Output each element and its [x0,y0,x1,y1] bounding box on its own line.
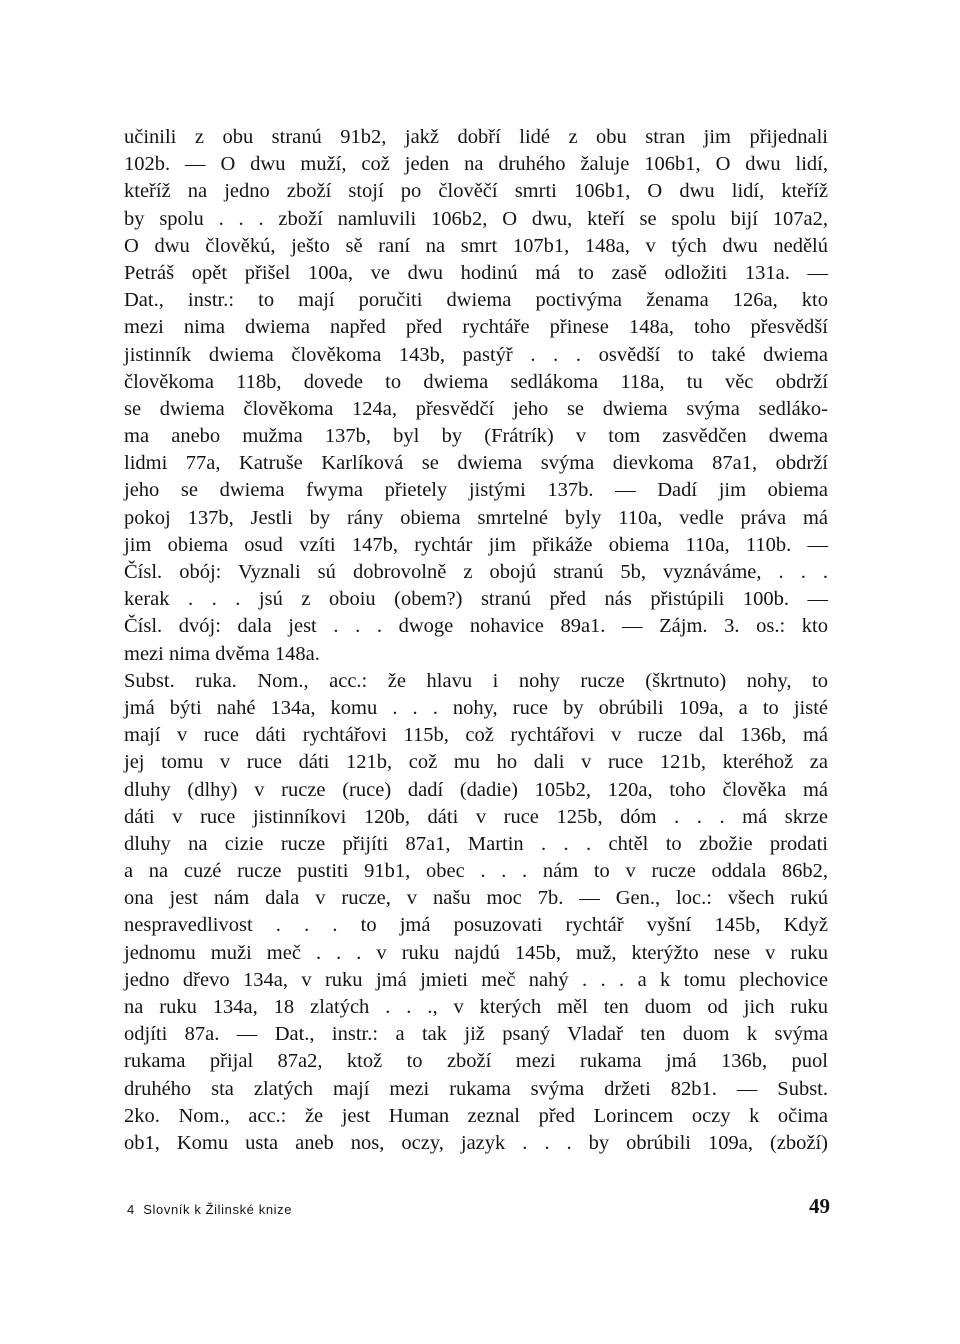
text-line: mezi nima dwiema napřed před rychtáře přinese 148a, toho přesvědší [124,316,828,339]
text-line: jim obiema osud vzíti 147b, rychtár jim přikáže obiema 110a, 110b. — [124,533,828,556]
text-line: ona jest nám dala v rucze, v našu moc 7b. — Gen., loc.: všech rukú [124,887,828,910]
text-line: dluhy na cizie rucze přijíti 87a1, Martin . . . chtěl to zbožie prodati [124,832,828,855]
text-line: Dat., instr.: to mají poručiti dwiema poctivýma ženama 126a, kto [124,289,828,312]
text-line: mají v ruce dáti rychtářovi 115b, což rychtářovi v rucze dal 136b, má [124,724,828,747]
text-line: jednomu muži meč . . . v ruku najdú 145b, muž, kterýžto nese v ruku [124,941,828,964]
text-line: O dwu člověkú, ješto sě raní na smrt 107b1, 148a, v tých dwu nedělú [124,234,828,257]
body-text [124,124,828,1157]
text-line: jedno dřevo 134a, v ruku jmá jmieti meč nahý . . . a k tomu plechovice [124,968,828,991]
text-line: kerak . . . jsú z oboiu (obem?) stranú před nás přistúpili 100b. — [124,588,828,611]
text-line: jistinník dwiema člověkoma 143b, pastýř . . . osvědší to také dwiema [124,343,828,366]
text-line: rukama přijal 87a2, ktož to zboží mezi rukama jmá 136b, puol [124,1050,828,1073]
text-line: ma anebo mužma 137b, byl by (Frátrík) v tom zasvědčen dwema [124,425,828,448]
text-line: mezi nima dvěma 148a. [124,642,320,665]
text-line: kteříž na jedno zboží stojí po člověčí smrti 106b1, O dwu lidí, kteříž [124,180,828,203]
text-line: se dwiema člověkoma 124a, přesvědčí jeho se dwiema svýma sedláko- [124,397,828,420]
page-number: 49 [809,1194,830,1218]
text-line: Petráš opět přišel 100a, ve dwu hodinú má to zasě odložiti 131a. — [124,261,828,284]
text-line: by spolu . . . zboží namluvili 106b2, O dwu, kteří se spolu bijí 107a2, [124,207,828,230]
text-line: lidmi 77a, Katruše Karlíková se dwiema svýma dievkoma 87a1, obdrží [124,452,828,475]
page-footer-title [127,1202,292,1217]
text-line: dáti v ruce jistinníkovi 120b, dáti v ruce 125b, dóm . . . má skrze [124,805,828,828]
text-line: druhého sta zlatých mají mezi rukama svýma držeti 82b1. — Subst. [124,1077,828,1100]
text-line: Subst. ruka. Nom., acc.: že hlavu i nohy rucze (škrtnuto) nohy, to [124,669,828,692]
running-title: Slovník k Žilinské knize [143,1202,293,1217]
text-line: 2ko. Nom., acc.: že jest Human zeznal před Lorincem oczy k očima [124,1104,828,1127]
text-line: ob1, Komu usta aneb nos, oczy, jazyk . . . by obrúbili 109a, (zboží) [124,1131,828,1154]
text-line: učinili z obu stranú 91b2, jakž dobří lidé z obu stran jim přijednali [124,126,828,148]
text-line: jeho se dwiema fwyma přietely jistými 137b. — Dadí jim obiema [124,479,828,502]
text-line: jmá býti nahé 134a, komu . . . nohy, ruce by obrúbili 109a, a to jisté [124,696,828,719]
text-line: jej tomu v ruce dáti 121b, což mu ho dali v ruce 121b, kteréhož za [124,751,828,774]
text-line: pokoj 137b, Jestli by rány obiema smrtelné byly 110a, vedle práva má [124,506,828,529]
text-line: nespravedlivost . . . to jmá posuzovati rychtář vyšní 145b, Když [124,914,828,937]
text-line: a na cuzé rucze pustiti 91b1, obec . . . nám to v rucze oddala 86b2, [124,860,828,883]
text-line: na ruku 134a, 18 zlatých . . ., v kterých měl ten duom od jich ruku [124,996,828,1018]
text-line: Čísl. dvój: dala jest . . . dwoge nohavice 89a1. — Zájm. 3. os.: kto [124,615,828,638]
text-line: dluhy (dlhy) v rucze (ruce) dadí (dadie) 105b2, 120a, toho člověka má [124,778,828,801]
text-line: člověkoma 118b, dovede to dwiema sedlákoma 118a, tu věc obdrží [124,370,828,393]
text-line: 102b. — O dwu muží, což jeden na druhého žaluje 106b1, O dwu lidí, [124,153,828,176]
text-line: Čísl. obój: Vyznali sú dobrovolně z obojú stranú 5b, vyznáváme, . . . [124,561,828,583]
signature-mark: 4 [127,1202,135,1217]
text-line: odjíti 87a. — Dat., instr.: a tak již psaný Vladař ten duom k svýma [124,1023,828,1046]
